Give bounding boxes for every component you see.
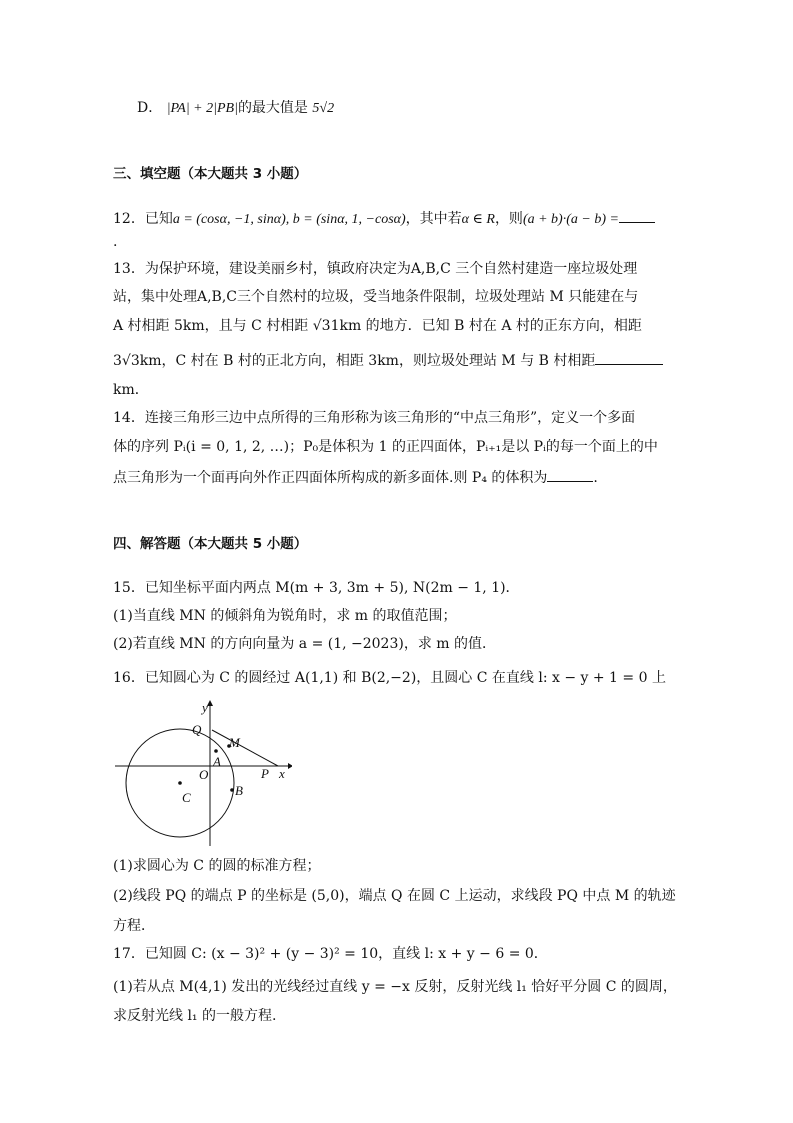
circle-figure: [112, 700, 292, 848]
q14-line-1: 14．连接三角形三边中点所得的三角形称为该三角形的“中点三角形”，定义一个多面: [113, 410, 636, 426]
q15-line-3: (2)若直线 MN 的方向向量为 a = (1, −2023)，求 m 的值．: [113, 636, 497, 652]
q13-line-4: 3√3km，C 村在 B 村的正北方向，相距 3km，则垃圾处理站 M 与 B 村相距: [113, 350, 663, 371]
q16-line-4: 方程．: [113, 918, 155, 934]
label-b: B: [235, 783, 243, 798]
section-3-title: 三、填空题（本大题共 3 小题）: [113, 166, 308, 182]
label-p: P: [261, 766, 269, 781]
segment-pq: [212, 730, 278, 766]
label-o: O: [199, 767, 209, 782]
q17-line-3: 求反射光线 l₁ 的一般方程.: [113, 1008, 277, 1024]
label-y: y: [202, 700, 208, 715]
label-m: M: [229, 735, 240, 750]
label-a: A: [213, 754, 221, 769]
q13-line-1: 13．为保护环境，建设美丽乡村，镇政府决定为A,B,C 三个自然村建造一座垃圾处理: [113, 261, 638, 277]
q12-expression: (a + b)·(a − b) =: [522, 212, 619, 227]
question-12: 12．已知a = (cosα, −1, sinα), b = (sinα, 1, −cosα)，其中若α ∈ R，则(a + b)·(a − b) =: [113, 208, 655, 230]
q16-line-2: (1)求圆心为 C 的圆的标准方程；: [113, 858, 321, 874]
x-axis-arrow: [288, 763, 292, 769]
point-a: [214, 749, 218, 753]
point-b: [230, 788, 234, 792]
point-c: [178, 781, 182, 785]
y-axis-arrow: [207, 700, 213, 706]
q14-line-3: 点三角形为一个面再向外作正四面体所构成的新多面体.则 P₄ 的体积为 .: [113, 467, 598, 488]
answer-blank[interactable]: [619, 208, 655, 223]
section-4-title: 四、解答题（本大题共 5 小题）: [113, 536, 308, 552]
label-x: x: [279, 766, 285, 781]
label-q: Q: [192, 722, 202, 737]
q12-vectors: a = (cosα, −1, sinα), b = (sinα, 1, −cosα): [172, 212, 406, 227]
q13-line-5: km．: [113, 382, 149, 398]
answer-blank[interactable]: [547, 467, 593, 482]
q16-line-3: (2)线段 PQ 的端点 P 的坐标是 (5,0)，端点 Q 在圆 C 上运动，求线段 PQ 中点 M 的轨迹: [113, 888, 676, 904]
q12-end: .: [113, 234, 118, 250]
q13-line-2: 站，集中处理A,B,C三个自然村的垃圾，受当地条件限制，垃圾处理站 M 只能建在与: [113, 289, 639, 305]
q14-line-2: 体的序列 Pᵢ(i = 0, 1, 2, …)；P₀是体积为 1 的正四面体，Pᵢ₊₁是以 Pᵢ的每一个面上的中: [113, 439, 658, 455]
answer-blank[interactable]: [595, 350, 663, 365]
label-c: C: [182, 790, 191, 805]
q16-line-1: 16．已知圆心为 C 的圆经过 A(1,1) 和 B(2,−2)，且圆心 C 在直线 l: x − y + 1 = 0 上: [113, 670, 666, 686]
q17-line-1: 17．已知圆 C: (x − 3)² + (y − 3)² = 10，直线 l: x + y − 6 = 0．: [113, 946, 548, 962]
q15-line-2: (1)当直线 MN 的倾斜角为锐角时，求 m 的取值范围；: [113, 608, 457, 624]
q17-line-2: (1)若从点 M(4,1) 发出的光线经过直线 y = −x 反射，反射光线 l₁ 恰好平分圆 C 的圆周，: [113, 979, 677, 995]
option-d-expression: |PA| + 2|PB|: [166, 101, 238, 116]
option-d: D． |PA| + 2|PB|的最大值是 5√2: [137, 100, 335, 116]
q13-line-3: A 村相距 5km，且与 C 村相距 √31km 的地方．已知 B 村在 A 村的正东方向，相距: [113, 318, 642, 334]
q15-line-1: 15．已知坐标平面内两点 M(m + 3, 3m + 5), N(2m − 1, 1)．: [113, 580, 520, 596]
option-d-value: 5√2: [312, 101, 335, 116]
